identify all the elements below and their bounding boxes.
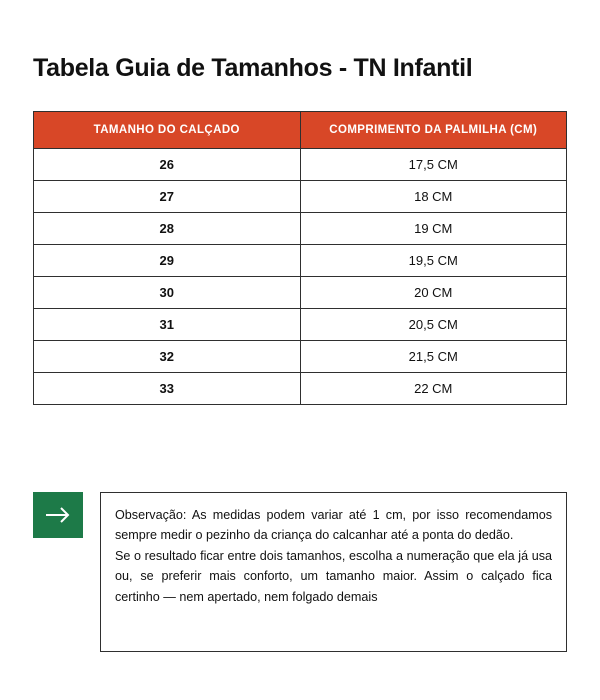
cell-shoe-size: 27 [34,181,301,213]
table-row [34,181,567,213]
table-row [34,309,567,341]
arrow-right-icon [33,492,83,538]
cell-shoe-size: 29 [34,245,301,277]
table-row [34,245,567,277]
note-paragraph: Observação: As medidas podem variar até 1 cm, por isso recomendamos sempre medir o pezinho da criança do calcanhar até a ponta do dedão. [115,508,552,543]
page-title: Tabela Guia de Tamanhos - TN Infantil [33,54,473,82]
table-row [34,149,567,181]
table-header-row [34,112,567,149]
cell-insole-length: 20 CM [300,277,567,309]
column-header-shoe-size: TAMANHO DO CALÇADO [34,112,301,149]
cell-insole-length: 21,5 CM [300,341,567,373]
table-header [34,112,567,149]
cell-insole-length: 19 CM [300,213,567,245]
table-row [34,277,567,309]
cell-shoe-size: 30 [34,277,301,309]
table-body [34,149,567,405]
table-row [34,341,567,373]
cell-insole-length: 18 CM [300,181,567,213]
note-box [100,492,567,652]
cell-insole-length: 22 CM [300,373,567,405]
note-paragraph: Se o resultado ficar entre dois tamanhos, escolha a numeração que ela já usa ou, se preferir mais conforto, um tamanho maior. Assim o calçado fica certinho — nem apertado, nem folgado demais [115,548,552,604]
column-header-insole-length: COMPRIMENTO DA PALMILHA (CM) [300,112,567,149]
table-row [34,213,567,245]
cell-shoe-size: 26 [34,149,301,181]
table-row [34,373,567,405]
size-guide-table [33,111,567,405]
cell-insole-length: 17,5 CM [300,149,567,181]
cell-insole-length: 20,5 CM [300,309,567,341]
note-section [33,492,567,652]
cell-insole-length: 19,5 CM [300,245,567,277]
cell-shoe-size: 32 [34,341,301,373]
cell-shoe-size: 28 [34,213,301,245]
cell-shoe-size: 31 [34,309,301,341]
cell-shoe-size: 33 [34,373,301,405]
